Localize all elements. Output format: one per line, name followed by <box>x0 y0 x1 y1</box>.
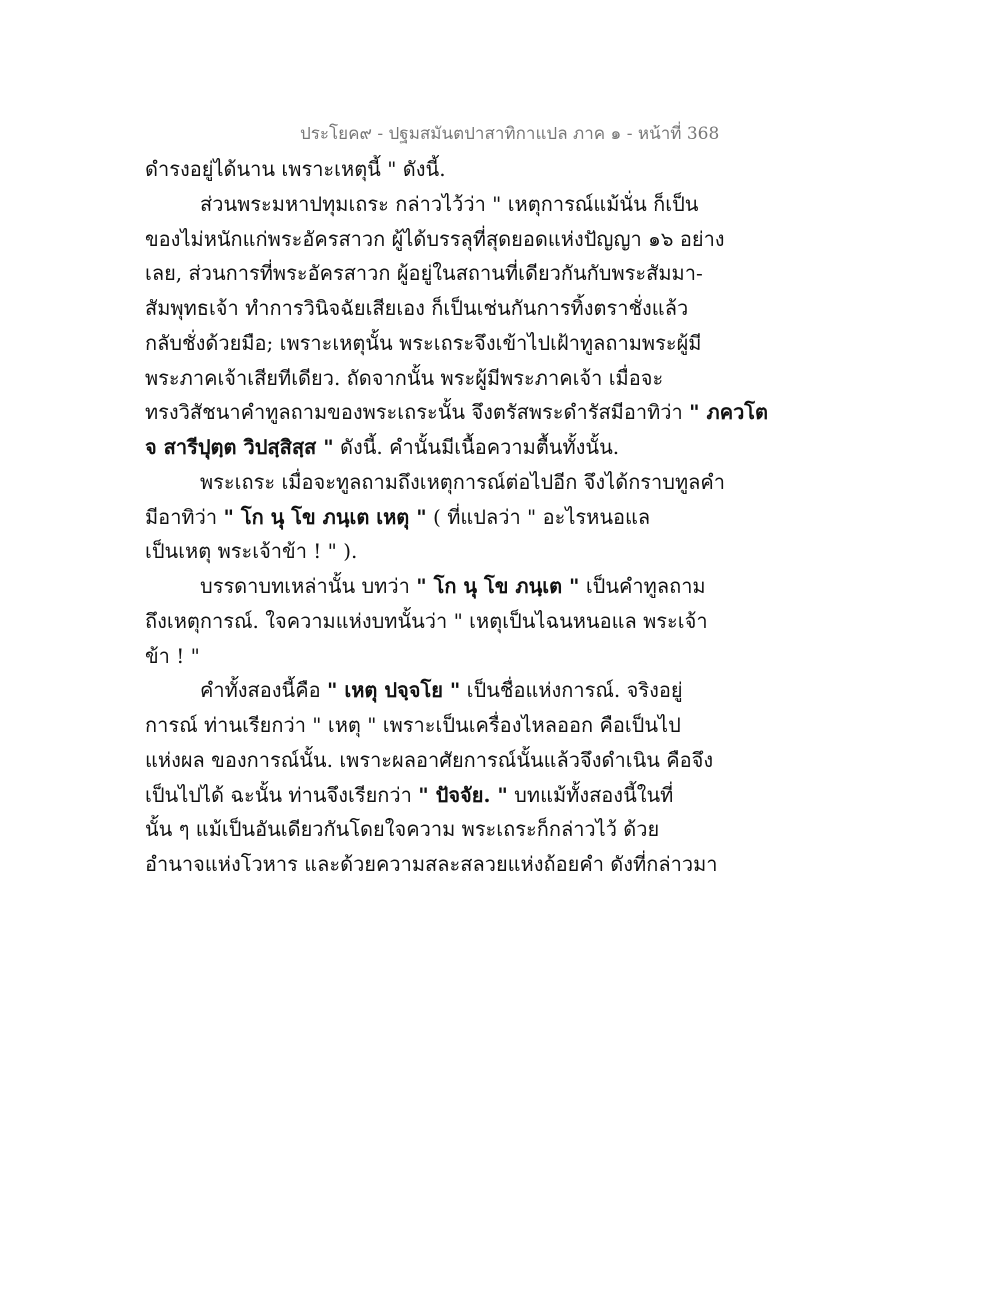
text-line <box>145 534 845 569</box>
text-line <box>145 187 845 222</box>
text-segment: พระเถระ เมื่อจะทูลถามถึงเหตุการณ์ต่อไปอีก จึงได้กราบทูลคำ <box>200 469 726 494</box>
text-segment: ของไม่หนักแก่พระอัครสาวก ผู้ได้บรรลุที่สุดยอดแห่งปัญญา ๑๖ อย่าง <box>145 226 725 251</box>
text-segment: เป็นชื่อแห่งการณ์. จริงอยู่ <box>460 678 683 703</box>
pali-term: " ปัจจัย. " <box>418 782 508 807</box>
text-line <box>145 430 845 465</box>
text-line <box>145 708 845 743</box>
text-segment: ( ที่แปลว่า " อะไรหนอแล <box>426 504 651 529</box>
text-line <box>145 291 845 326</box>
pali-term: " ภควโต <box>689 400 769 425</box>
text-line <box>145 465 845 500</box>
pali-term: " เหตุ ปจฺจโย " <box>326 678 461 703</box>
text-line <box>145 812 845 847</box>
text-segment: เป็นไปได้ ฉะนั้น ท่านจึงเรียกว่า <box>145 782 419 807</box>
text-segment: เป็นคำทูลถาม <box>579 574 706 598</box>
text-line <box>145 395 845 430</box>
text-line <box>145 500 845 535</box>
text-line <box>145 256 845 291</box>
text-line <box>145 604 845 639</box>
text-segment: ดำรงอยู่ได้นาน เพราะเหตุนี้ " ดังนี้. <box>145 157 446 181</box>
pali-term: " โก นุ โข ภนฺเต เหตุ " <box>223 504 427 529</box>
body-text <box>145 152 845 882</box>
text-segment: บรรดาบทเหล่านั้น บทว่า <box>200 574 417 598</box>
text-segment: ข้า ! " <box>145 643 200 668</box>
text-segment: ส่วนพระมหาปทุมเถระ กล่าวไว้ว่า " เหตุการณ์แม้นั่น ก็เป็น <box>200 191 699 216</box>
text-line <box>145 778 845 813</box>
text-segment: เลย, ส่วนการที่พระอัครสาวก ผู้อยู่ในสถานที่เดียวกันกับพระสัมมา- <box>145 261 703 286</box>
text-segment: คำทั้งสองนี้คือ <box>200 678 327 703</box>
text-segment: ดังนี้. คำนั้นมีเนื้อความตื้นทั้งนั้น. <box>333 435 620 459</box>
running-header: ประโยค๙ - ปฐมสมันตปาสาทิกาแปล ภาค ๑ - หน้าที่ 368 <box>300 124 720 144</box>
text-line <box>145 569 845 604</box>
text-line <box>145 673 845 708</box>
text-segment: นั้น ๆ แม้เป็นอันเดียวกันโดยใจความ พระเถระก็กล่าวไว้ ด้วย <box>145 817 660 842</box>
text-line <box>145 326 845 361</box>
text-segment: ทรงวิสัชนาคำทูลถามของพระเถระนั้น จึงตรัสพระดำรัสมีอาทิว่า <box>145 400 690 425</box>
text-segment: เป็นเหตุ พระเจ้าข้า ! " ). <box>145 539 358 564</box>
text-segment: แห่งผล ของการณ์นั้น. เพราะผลอาศัยการณ์นั้นแล้วจึงดำเนิน คือจึง <box>145 747 714 772</box>
pali-term: จ สารีปุตฺต วิปสฺสิสฺส " <box>145 435 334 459</box>
text-line <box>145 222 845 257</box>
pali-term: " โก นุ โข ภนฺเต " <box>416 574 580 598</box>
text-segment: อำนาจแห่งโวหาร และด้วยความสละสลวยแห่งถ้อยคำ ดังที่กล่าวมา <box>145 852 718 876</box>
text-segment: การณ์ ท่านเรียกว่า " เหตุ " เพราะเป็นเครื่องไหลออก คือเป็นไป <box>145 713 681 737</box>
text-segment: ถึงเหตุการณ์. ใจความแห่งบทนั้นว่า " เหตุเป็นไฉนหนอแล พระเจ้า <box>145 608 708 633</box>
text-line <box>145 847 845 882</box>
text-line <box>145 639 845 674</box>
text-segment: บทแม้ทั้งสองนี้ในที่ <box>507 782 674 807</box>
text-segment: พระภาคเจ้าเสียทีเดียว. ถัดจากนั้น พระผู้มีพระภาคเจ้า เมื่อจะ <box>145 365 664 390</box>
text-segment: สัมพุทธเจ้า ทำการวินิจฉัยเสียเอง ก็เป็นเช่นกันการทิ้งตราชั่งแล้ว <box>145 296 689 320</box>
text-segment: มีอาทิว่า <box>145 504 224 529</box>
text-line <box>145 743 845 778</box>
text-line <box>145 152 845 187</box>
text-segment: กลับชั่งด้วยมือ; เพราะเหตุนั้น พระเถระจึงเข้าไปเฝ้าทูลถามพระผู้มี <box>145 330 702 355</box>
text-line <box>145 361 845 396</box>
